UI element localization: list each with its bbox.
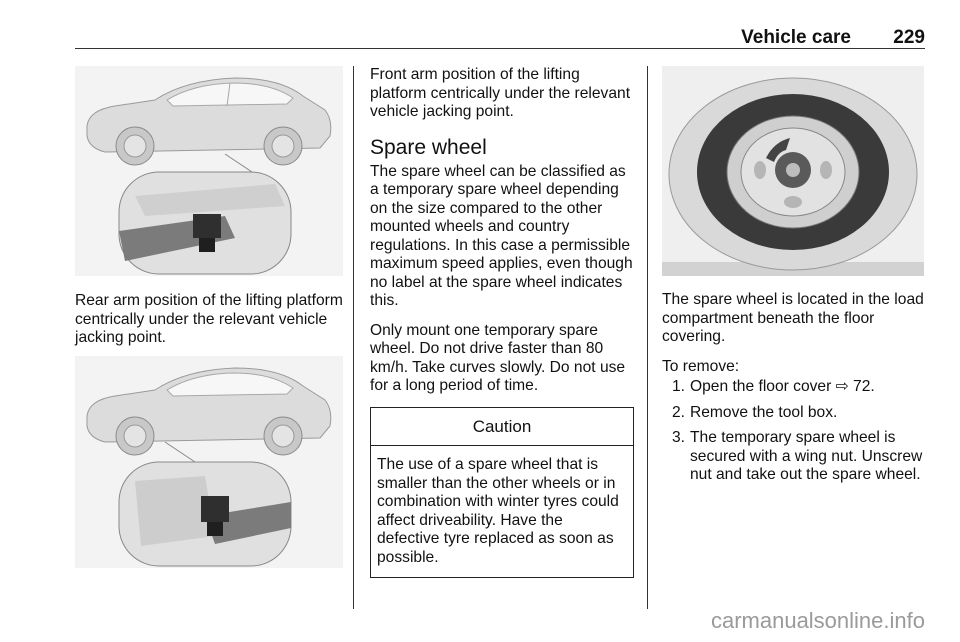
- page-header: [75, 22, 925, 49]
- remove-steps-list: [662, 378, 934, 485]
- column-divider: [647, 66, 648, 609]
- column-divider: [353, 66, 354, 609]
- step-text: The temporary spare wheel is secured with a wing nut. Unscrew nut and take out the spare wheel.: [690, 429, 923, 483]
- front-arm-caption: Front arm position of the lifting platform centrically under the relevant vehicle jacking point.: [370, 66, 631, 120]
- caution-text: The use of a spare wheel that is smaller than the other wheels or in combination with winter tyres could affect driveability. Have the defective tyre replaced as soon as possible.: [377, 456, 619, 566]
- spare-wheel-paragraph-1: The spare wheel can be classified as a temporary spare wheel depending on the size compared to the other mounted wheels and country regulations. In this case a permissible maximum speed applies, even though no label at the spare wheel indicates this.: [370, 162, 633, 309]
- step-number: 2.: [672, 403, 686, 421]
- list-item: [672, 429, 934, 485]
- spare-wheel-location-caption: The spare wheel is located in the load compartment beneath the floor covering.: [662, 291, 924, 345]
- page-number: 229: [893, 27, 925, 48]
- spare-wheel-heading: Spare wheel: [370, 135, 487, 159]
- section-title: Vehicle care: [741, 27, 851, 48]
- list-item: [672, 378, 934, 397]
- spare-wheel-paragraph-2: Only mount one temporary spare wheel. Do not drive faster than 80 km/h. Take curves slowly. Do not use for a long period of time.: [370, 321, 626, 394]
- step-number: 3.: [672, 429, 686, 446]
- step-number: 1.: [672, 378, 686, 395]
- list-item: [672, 404, 934, 423]
- spare-wheel-illustration: [662, 66, 924, 276]
- caution-box: [370, 407, 634, 579]
- to-remove-label: To remove:: [662, 357, 740, 375]
- right-column: [662, 291, 934, 492]
- step-text: Open the floor cover ⇨ 72.: [690, 378, 875, 395]
- step-text: Remove the tool box.: [690, 403, 838, 421]
- rear-arm-caption: Rear arm position of the lifting platform centrically under the relevant vehicle jacking point.: [75, 292, 343, 346]
- rear-lifting-illustration: [75, 66, 343, 276]
- page-reference: ⇨ 72.: [835, 378, 875, 395]
- middle-column: [370, 66, 634, 578]
- front-lifting-illustration: [75, 356, 343, 568]
- watermark: carmanualsonline.info: [710, 608, 925, 633]
- caution-title: Caution: [371, 408, 633, 447]
